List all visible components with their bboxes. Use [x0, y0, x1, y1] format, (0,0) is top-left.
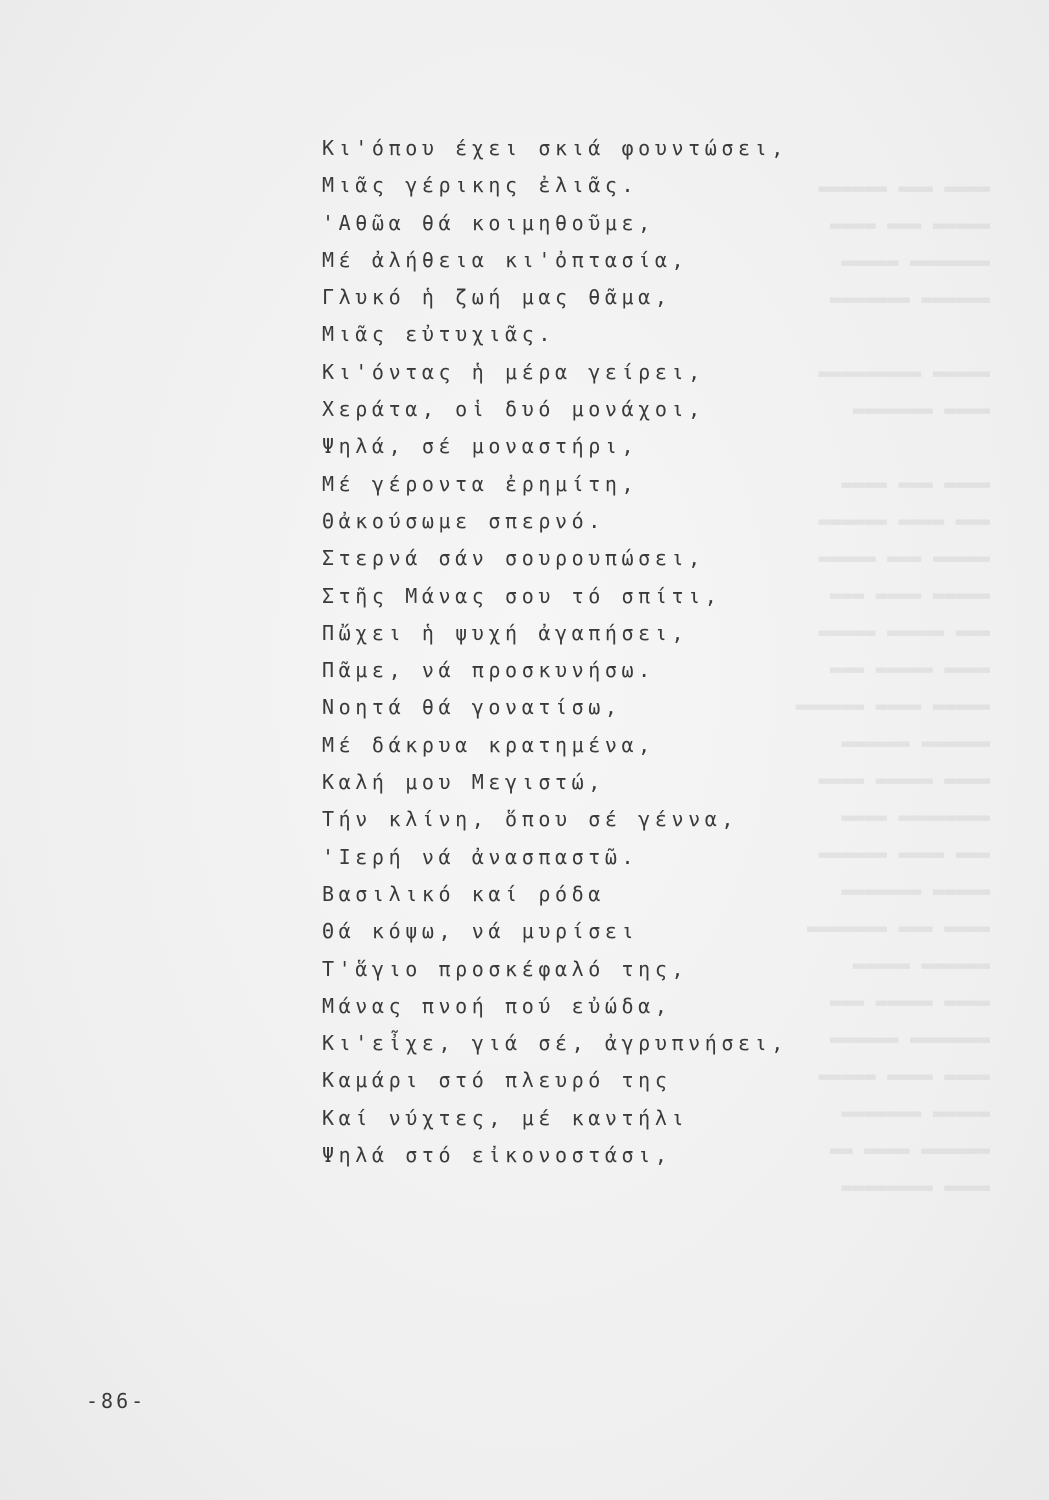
- poem-line: Μέ γέροντα ἐρημίτη,: [322, 471, 639, 496]
- poem-line: 'Αθῶα θά κοιμηθοῦμε,: [322, 210, 655, 235]
- poem-line: Μάνας πνοή πού εὐώδα,: [322, 993, 672, 1018]
- poem-line: Κι'όπου έχει σκιά φουντώσει,: [322, 136, 788, 160]
- poem-line: Μιᾶς εὐτυχιᾶς.: [322, 322, 555, 347]
- poem-line: Θἀκούσωμε σπερνό.: [322, 508, 605, 533]
- poem-line: Μέ δάκρυα κρατημένα,: [322, 732, 655, 757]
- poem-line: Χεράτα, οἱ δυό μονάχοι,: [322, 397, 705, 422]
- poem-line: Καί νύχτες, μέ καντήλι: [322, 1105, 689, 1130]
- poem-line: Ψηλά, σέ μοναστήρι,: [322, 434, 639, 459]
- page-number: -86-: [86, 1389, 147, 1413]
- poem-line: Μέ ἀλήθεια κι'ὀπτασία,: [322, 247, 689, 272]
- poem-line: Καλή μου Μεγιστώ,: [322, 770, 605, 795]
- poem-line: Ψηλά στό εἰκονοστάσι,: [322, 1143, 672, 1168]
- poem-line: Βασιλικό καί ρόδα: [322, 881, 605, 906]
- poem-line: Στῆς Μάνας σου τό σπίτι,: [322, 583, 722, 608]
- reverse-side-bleed-through: ▬▬▬▬ ▬▬▬ ▬▬▬▬▬▬ ▬▬▬▬▬ ▬▬▬ ▬▬▬▬ ▬▬▬▬▬▬▬ ▬▬▬▬▬ ▬▬▬▬▬▬ ▬▬▬▬▬▬▬ ▬▬▬▬▬ ▬▬▬▬▬▬▬▬▬ ▬▬▬▬ ▬▬▬▬▬▬▬ ▬▬▬▬ ▬▬▬ ▬▬▬▬ ▬▬▬ ▬▬▬▬ ▬▬▬▬▬▬ ▬▬▬▬▬ ▬▬▬ ▬▬▬▬▬ ▬▬▬▬▬ ▬▬▬▬ ▬▬▬ ▬▬▬ ▬▬▬▬▬ ▬▬▬▬▬ ▬▬▬▬ ▬▬▬▬▬ ▬▬▬ ▬▬▬▬▬ ▬▬▬▬ ▬▬▬▬▬▬ ▬▬▬▬▬▬ ▬▬▬▬▬▬ ▬▬▬▬ ▬▬▬▬▬ ▬▬▬▬ ▬▬▬▬▬▬▬▬ ▬▬▬▬ ▬▬▬ ▬▬▬▬ ▬▬▬▬▬▬ ▬▬▬▬▬ ▬▬▬▬▬▬▬ ▬▬▬▬ ▬▬▬ ▬▬▬▬▬▬▬ ▬▬▬▬▬▬ ▬▬▬▬▬ ▬▬▬▬ ▬▬▬▬▬ ▬▬▬ ▬▬▬▬▬▬▬ ▬▬▬▬▬▬ ▬▬▬▬ ▬▬▬▬ ▬▬▬▬▬ ▬▬▬▬▬ ▬▬▬▬▬▬▬ ▬▬▬▬▬▬ ▬▬▬▬ ▬▬ ▬▬▬▬ ▬▬▬▬▬▬▬▬: [795, 177, 990, 1198]
- poem-line: 'Ιερή νά ἀνασπαστῶ.: [322, 844, 639, 869]
- poem-line: Μιᾶς γέρικης ἐλιᾶς.: [322, 173, 639, 198]
- poem-line: Νοητά θά γονατίσω,: [322, 695, 622, 720]
- poem-line: Πὤχει ἡ ψυχή ἀγαπήσει,: [322, 620, 689, 645]
- poem-line: Κι'όντας ἡ μέρα γείρει,: [322, 359, 705, 384]
- poem-line: Κι'εἶχε, γιά σέ, ἀγρυπνήσει,: [322, 1031, 788, 1056]
- poem-text: [322, 130, 788, 1174]
- poem-line: Γλυκό ἡ ζωή μας θᾶμα,: [322, 285, 672, 310]
- poem-line: Θά κόψω, νά μυρίσει: [322, 919, 639, 944]
- poem-line: Τήν κλίνη, ὅπου σέ γέννα,: [322, 807, 739, 832]
- poem-line: Καμάρι στό πλευρό της: [322, 1068, 672, 1093]
- poem-line: Πᾶμε, νά προσκυνήσω.: [322, 658, 655, 683]
- poem-line: Τ'ἅγιο προσκέφαλό της,: [322, 956, 689, 981]
- poem-line: Στερνά σάν σουρουπώσει,: [322, 546, 705, 571]
